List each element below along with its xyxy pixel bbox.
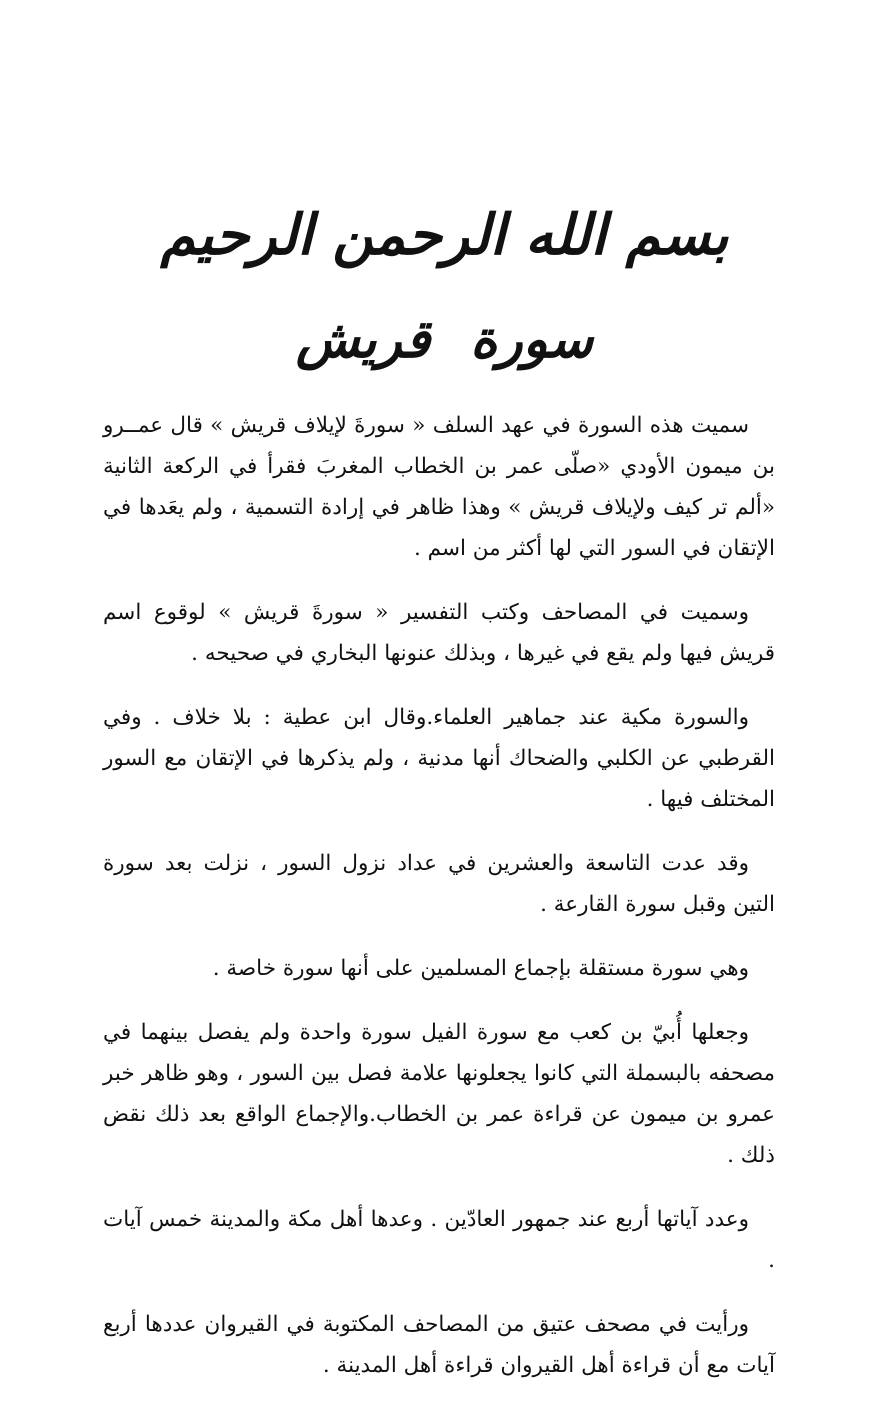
paragraph-naming: سميت هذه السورة في عهد السلف « سورةَ لإيلاف قريش » قال عمــرو بن ميمون الأودي «صلّى عمر بن الخطاب المغربَ فقرأ في الركعة الثانية «ألم تر كيف ولإيلاف قريش » وهذا ظاهر في إرادة التسمية ، ولم يعَدها في الإتقان في السور التي لها أكثر من اسم . (103, 413, 775, 561)
heading-block (0, 190, 889, 390)
paragraph-ubayy: وجعلها أُبيّ بن كعب مع سورة الفيل سورة واحدة ولم يفصل بينهما في مصحفه بالبسملة التي كانوا يجعلونها علامة فصل بين السور ، وهو ظاهر خبر عمرو بن ميمون عن قراءة عمر بن الخطاب.والإجماع الواقع بعد ذلك نقض ذلك . (103, 1020, 775, 1168)
body-text (103, 405, 775, 1409)
paragraph-revelation-order: وقد عدت التاسعة والعشرين في عداد نزول السور ، نزلت بعد سورة التين وقبل سورة القارعة . (103, 851, 775, 917)
surah-title: سورة قريش (295, 309, 594, 370)
paragraph-verse-count: وعدد آياتها أربع عند جمهور العادّين . وعدها أهل مكة والمدينة خمس آيات . (103, 1207, 775, 1273)
paragraph-independent: وهي سورة مستقلة بإجماع المسلمين على أنها سورة خاصة . (212, 956, 749, 981)
basmala-calligraphy: بسم الله الرحمن الرحيم (160, 202, 729, 268)
paragraph-mushaf-name: وسميت في المصاحف وكتب التفسير « سورةَ قريش » لوقوع اسم قريش فيها ولم يقع في غيرها ، وبذلك عنونها البخاري في صحيحه . (103, 600, 775, 666)
paragraph-qayrawan: ورأيت في مصحف عتيق من المصاحف المكتوبة في القيروان عددها أربع آيات مع أن قراءة أهل القيروان قراءة أهل المدينة . (103, 1312, 775, 1378)
paragraph-makki: والسورة مكية عند جماهير العلماء.وقال ابن عطية : بلا خلاف . وفي القرطبي عن الكلبي والضحاك أنها مدنية ، ولم يذكرها في الإتقان مع السور المختلف فيها . (103, 705, 775, 812)
